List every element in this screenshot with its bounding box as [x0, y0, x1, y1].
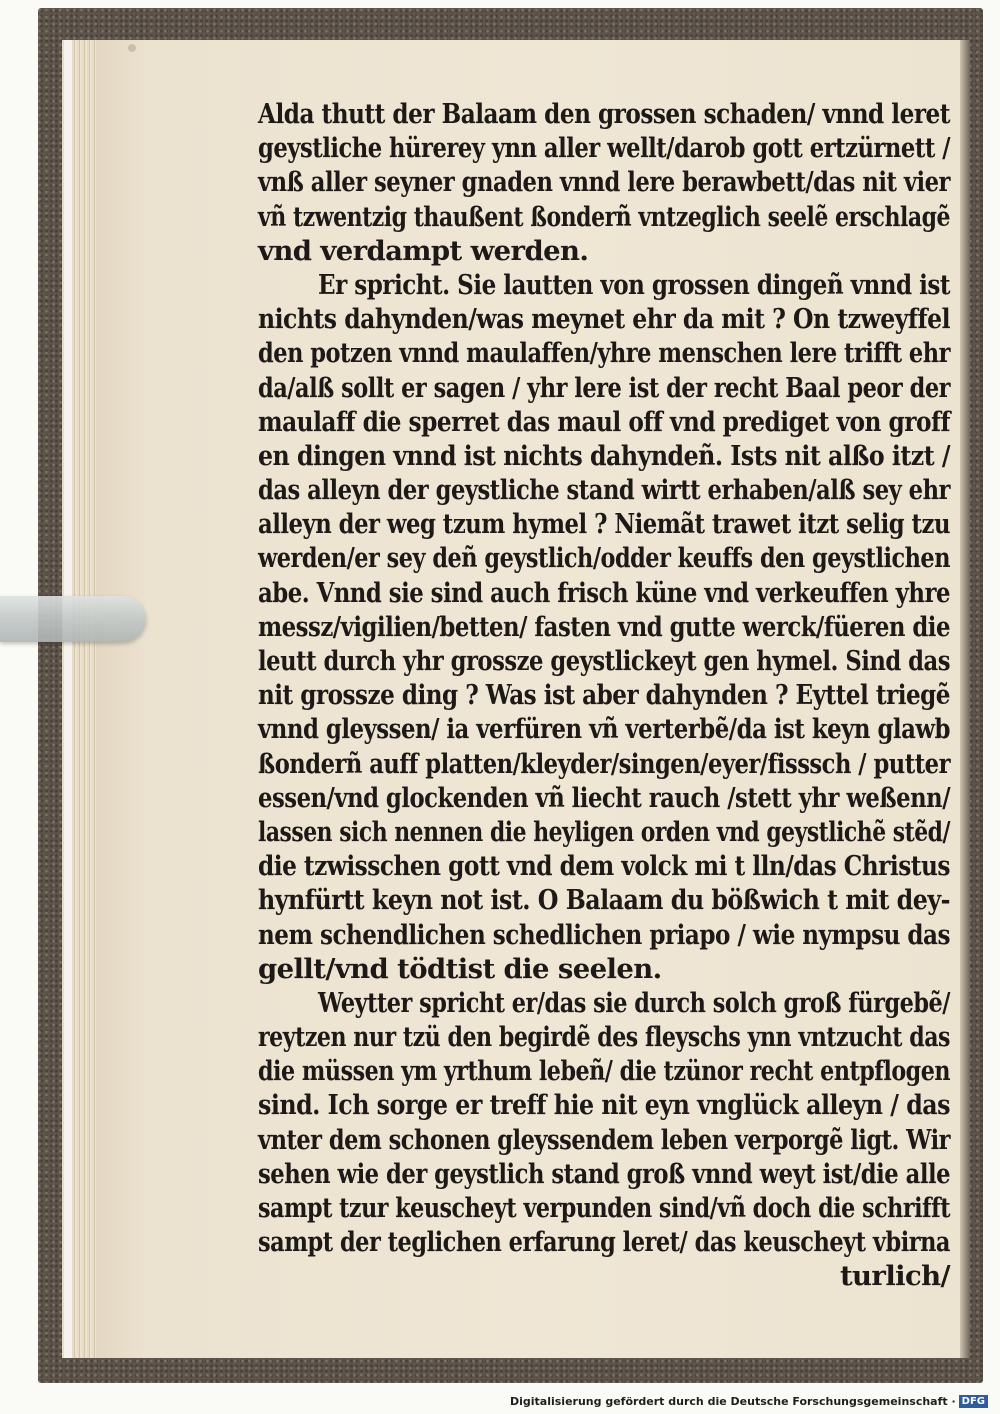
- text-line: nichts dahynden/was meynet ehr da mit ? On tzweyffel: [258, 303, 950, 336]
- text-line: vñ tzwentzig thaußent ßonderñ vntzeglich seelẽ erschlagẽ: [258, 200, 950, 233]
- body-text: [258, 97, 958, 1294]
- text-line: hynfürtt keyn not ist. O Balaam du bößwich t mit dey-: [258, 884, 950, 917]
- text-line: vnnd gleyssen/ ia verfüren vñ verterbẽ/da ist keyn glawb: [258, 713, 950, 746]
- text-line: nit grossze ding ? Was ist aber dahynden ? Eyttel triegẽ: [258, 679, 950, 712]
- text-line: da/alß sollt er sagen / yhr lere ist der recht Baal peor der: [258, 371, 950, 404]
- text-line: gellt/vnd tödtist die seelen.: [258, 952, 662, 985]
- text-line: maulaff die sperret das maul off vnd prediget von groff: [258, 405, 950, 438]
- text-line: leutt durch yhr grossze geystlickeyt gen hymel. Sind das: [258, 645, 950, 677]
- text-line: abe. Vnnd sie sind auch frisch küne vnd verkeuffen yhre: [258, 576, 950, 609]
- text-line: werden/er sey deñ geystlich/odder keuffs den geystlichen: [258, 542, 950, 575]
- text-line: vnß aller seyner gnaden vnnd lere berawbett/das nit vier: [258, 166, 950, 199]
- text-line: Weytter spricht er/das sie durch solch groß fürgebẽ/: [318, 986, 950, 1019]
- catchword: turlich/: [839, 1260, 950, 1293]
- text-line: messz/vigilien/betten/ fasten vnd gutte werck/füeren die: [258, 610, 950, 643]
- footer-text: Digitalisierung gefördert durch die Deutsche Forschungsgemeinschaft ·: [509, 1395, 956, 1408]
- text-line: lassen sich nennen die heyligen orden vnd geystlichẽ stẽd/: [258, 815, 950, 848]
- text-line: sampt tzur keuscheyt verpunden sind/vñ doch die schrifft: [258, 1192, 950, 1224]
- text-line: vnd verdampt werden.: [258, 234, 589, 267]
- text-line: Er spricht. Sie lautten von grossen dingeñ vnnd ist: [318, 268, 950, 301]
- text-line: essen/vnd glockenden vñ liecht rauch /stett yhr weßenn/: [258, 781, 950, 814]
- dfg-logo-icon: DFG: [959, 1395, 988, 1408]
- text-line: sampt der teglichen erfarung leret/ das keuscheyt vbirna: [258, 1226, 950, 1259]
- text-line: alleyn der weg tzum hymel ? Niemãt trawet itzt selig tzu: [258, 508, 950, 541]
- text-line: den potzen vnnd maulaffen/yhre menschen lere trifft ehr: [258, 337, 950, 370]
- text-line: die tzwisschen gott vnd dem volck mi t lln/das Christus: [258, 850, 950, 883]
- text-line: reytzen nur tzü den begirdẽ des fleyschs ynn vntzucht das: [258, 1021, 950, 1054]
- digitization-footer: [510, 1395, 988, 1408]
- page-gutter-shadow: [960, 40, 970, 1358]
- text-line: en dingen vnnd ist nichts dahyndeñ. Ists nit alßo itzt /: [258, 439, 950, 472]
- text-line: nem schendlichen schedlichen priapo / wie nympsu das: [258, 918, 950, 951]
- text-line: die müssen ym yrthum lebeñ/ die tzünor recht entpflogen: [258, 1055, 950, 1088]
- text-line: vnter dem schonen gleyssendem leben verporgẽ ligt. Wir: [258, 1123, 950, 1156]
- page-white-strip: [64, 40, 72, 1358]
- text-line: sehen wie der geystlich stand groß vnnd weyt ist/die alle: [258, 1157, 950, 1190]
- text-line: Alda thutt der Balaam den grossen schaden/ vnnd leret: [258, 98, 950, 130]
- text-line: ßonderñ auff platten/kleyder/singen/eyer/fisssch / putter: [258, 747, 950, 780]
- page-mark: [128, 44, 136, 52]
- text-line: sind. Ich sorge er treff hie nit eyn vnglück alleyn / das: [258, 1089, 950, 1122]
- page-clip: [0, 596, 146, 642]
- text-line: geystliche hürerey ynn aller wellt/darob gott ertzürnett /: [258, 132, 950, 165]
- text-line: das alleyn der geystliche stand wirtt erhaben/alß sey ehr: [258, 474, 950, 507]
